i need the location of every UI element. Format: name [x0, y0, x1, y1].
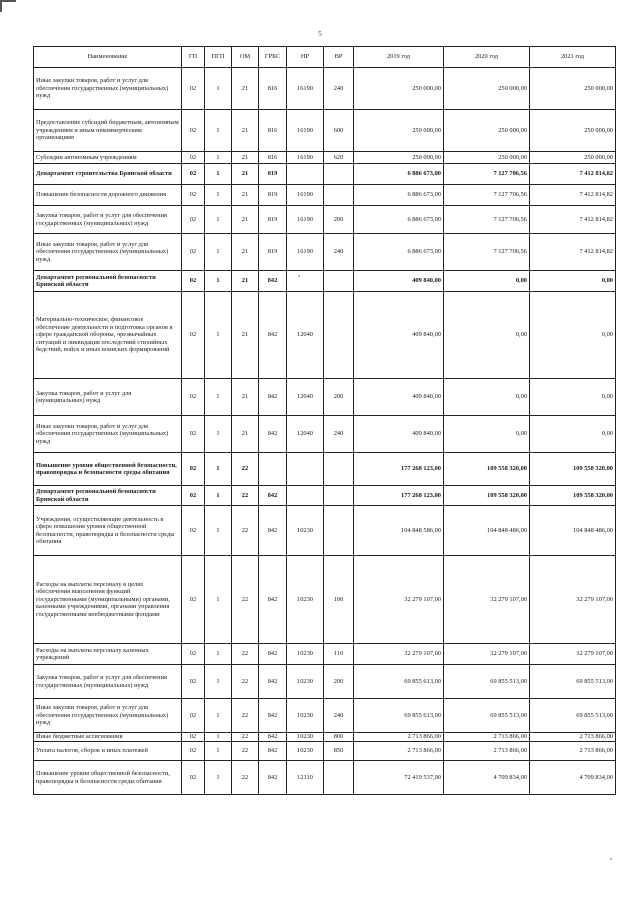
cell-y2020: 32 279 107,00 — [444, 644, 530, 665]
cell-y2020: 69 855 513,00 — [444, 665, 530, 699]
scan-dot — [610, 858, 612, 860]
cell-gp: 02 — [182, 761, 205, 795]
cell-name: Расходы на выплаты персоналу казенных учреждений — [34, 644, 182, 665]
cell-y2020: 7 127 706,56 — [444, 234, 530, 271]
table-row — [34, 453, 616, 486]
cell-name: Материально-техническое, финансовое обеспечение деятельности и подготовка органов в сфере гражданской обороны, чрезвычайных ситуаций и ликвидация последствий стихийных бедствий, войск и иных воинских формирований — [34, 292, 182, 379]
cell-grbs: 819 — [259, 164, 287, 185]
cell-gp: 02 — [182, 699, 205, 733]
cell-gp: 02 — [182, 453, 205, 486]
column-header-y2021: 2021 год — [530, 47, 616, 68]
cell-name: Расходы на выплаты персоналу в целях обеспечения выполнения функций государственными (муниципальными) органами, казенными учреждениями, органами управления государственными внебюджетными фондами — [34, 556, 182, 644]
cell-y2021: 2 713 866,00 — [530, 733, 616, 742]
cell-vr: 100 — [324, 556, 354, 644]
cell-y2021: 2 713 866,00 — [530, 742, 616, 761]
cell-y2020: 250 000,00 — [444, 152, 530, 164]
cell-pgp: 1 — [205, 416, 232, 453]
cell-gp: 02 — [182, 644, 205, 665]
cell-gp: 02 — [182, 742, 205, 761]
cell-om: 21 — [232, 164, 259, 185]
cell-name: Иные закупки товаров, работ и услуг для обеспечения государственных (муниципальных) нужд — [34, 68, 182, 110]
cell-y2021: 250 000,00 — [530, 152, 616, 164]
cell-pgp: 1 — [205, 68, 232, 110]
cell-y2020: 32 279 107,00 — [444, 556, 530, 644]
cell-gp: 02 — [182, 733, 205, 742]
cell-y2021: 109 558 320,00 — [530, 486, 616, 506]
cell-y2019: 2 713 866,00 — [354, 742, 444, 761]
table-body — [34, 68, 616, 795]
cell-y2019: 72 419 537,00 — [354, 761, 444, 795]
cell-y2020: 0,00 — [444, 379, 530, 416]
cell-grbs: 816 — [259, 110, 287, 152]
cell-vr — [324, 506, 354, 556]
table-row — [34, 665, 616, 699]
cell-name: Иные закупки товаров, работ и услуг для обеспечения государственных (муниципальных) нужд — [34, 416, 182, 453]
cell-grbs: 816 — [259, 152, 287, 164]
cell-vr — [324, 486, 354, 506]
cell-y2019: 177 268 123,00 — [354, 486, 444, 506]
table-row — [34, 416, 616, 453]
cell-nr: 12040 — [287, 292, 324, 379]
cell-nr: 10230 — [287, 665, 324, 699]
cell-y2020: 0,00 — [444, 292, 530, 379]
cell-grbs: 842 — [259, 761, 287, 795]
cell-gp: 02 — [182, 234, 205, 271]
cell-om: 21 — [232, 234, 259, 271]
cell-om: 22 — [232, 733, 259, 742]
cell-om: 21 — [232, 379, 259, 416]
cell-om: 22 — [232, 699, 259, 733]
cell-name: Иные закупки товаров, работ и услуг для обеспечения государственных (муниципальных) нужд — [34, 699, 182, 733]
cell-y2020: 0,00 — [444, 271, 530, 292]
cell-om: 22 — [232, 644, 259, 665]
cell-y2021: 109 558 320,00 — [530, 453, 616, 486]
cell-y2021: 0,00 — [530, 416, 616, 453]
cell-pgp: 1 — [205, 152, 232, 164]
cell-vr: 200 — [324, 379, 354, 416]
cell-pgp: 1 — [205, 665, 232, 699]
cell-nr: 10230 — [287, 699, 324, 733]
table-row — [34, 556, 616, 644]
cell-y2019: 409 840,00 — [354, 379, 444, 416]
cell-om: 21 — [232, 271, 259, 292]
cell-y2019: 6 886 673,00 — [354, 234, 444, 271]
cell-vr: 200 — [324, 665, 354, 699]
column-header-grbs: ГРБС — [259, 47, 287, 68]
cell-om: 21 — [232, 416, 259, 453]
cell-nr: 16190 — [287, 68, 324, 110]
cell-name: Департамент региональной безопасности Брянской области — [34, 486, 182, 506]
cell-y2020: 250 000,00 — [444, 110, 530, 152]
cell-y2019: 104 848 586,00 — [354, 506, 444, 556]
cell-om: 22 — [232, 453, 259, 486]
column-header-name: Наименование — [34, 47, 182, 68]
cell-nr: 12040 — [287, 416, 324, 453]
cell-om: 21 — [232, 206, 259, 234]
cell-y2019: 250 000,00 — [354, 68, 444, 110]
scan-dot — [298, 275, 300, 277]
cell-grbs: 819 — [259, 206, 287, 234]
table-row — [34, 733, 616, 742]
cell-grbs: 819 — [259, 234, 287, 271]
cell-nr — [287, 271, 324, 292]
cell-grbs: 842 — [259, 416, 287, 453]
cell-nr: 16190 — [287, 185, 324, 206]
cell-om: 21 — [232, 152, 259, 164]
cell-om: 22 — [232, 506, 259, 556]
cell-gp: 02 — [182, 556, 205, 644]
cell-pgp: 1 — [205, 234, 232, 271]
cell-nr: 12110 — [287, 761, 324, 795]
cell-vr — [324, 164, 354, 185]
cell-pgp: 1 — [205, 733, 232, 742]
cell-vr: 850 — [324, 742, 354, 761]
cell-pgp: 1 — [205, 379, 232, 416]
cell-grbs: 842 — [259, 699, 287, 733]
cell-name: Учреждения, осуществляющие деятельность в сфере повышения уровня общественной безопасности, правопорядка и безопасности среды обитания — [34, 506, 182, 556]
column-header-pgp: ПГП — [205, 47, 232, 68]
cell-pgp: 1 — [205, 164, 232, 185]
cell-om: 21 — [232, 68, 259, 110]
column-header-nr: НР — [287, 47, 324, 68]
table-row — [34, 292, 616, 379]
cell-y2020: 2 713 866,00 — [444, 733, 530, 742]
cell-grbs: 842 — [259, 271, 287, 292]
cell-y2019: 177 268 123,00 — [354, 453, 444, 486]
cell-y2021: 250 000,00 — [530, 110, 616, 152]
table-row — [34, 234, 616, 271]
cell-pgp: 1 — [205, 486, 232, 506]
cell-vr — [324, 185, 354, 206]
cell-grbs: 842 — [259, 742, 287, 761]
cell-name: Закупка товаров, работ и услуг для обеспечения государственных (муниципальных) нужд — [34, 206, 182, 234]
cell-grbs: 819 — [259, 185, 287, 206]
column-header-om: ОМ — [232, 47, 259, 68]
table-row — [34, 486, 616, 506]
cell-y2020: 109 558 320,00 — [444, 453, 530, 486]
cell-gp: 02 — [182, 506, 205, 556]
cell-om: 22 — [232, 486, 259, 506]
column-header-y2020: 2020 год — [444, 47, 530, 68]
table-row — [34, 164, 616, 185]
cell-name: Закупка товаров, работ и услуг для обеспечения государственных (муниципальных) нужд — [34, 665, 182, 699]
table-header — [34, 47, 616, 68]
cell-nr: 10230 — [287, 644, 324, 665]
cell-pgp: 1 — [205, 644, 232, 665]
column-header-y2019: 2019 год — [354, 47, 444, 68]
cell-y2021: 32 279 107,00 — [530, 644, 616, 665]
cell-pgp: 1 — [205, 742, 232, 761]
table-row — [34, 110, 616, 152]
cell-name: Предоставление субсидий бюджетным, автономным учреждениям и иным некоммерческим организациям — [34, 110, 182, 152]
cell-gp: 02 — [182, 379, 205, 416]
cell-grbs: 842 — [259, 556, 287, 644]
cell-gp: 02 — [182, 164, 205, 185]
budget-table — [33, 46, 616, 795]
cell-y2021: 69 855 513,00 — [530, 699, 616, 733]
cell-y2019: 69 855 613,00 — [354, 699, 444, 733]
cell-grbs: 842 — [259, 379, 287, 416]
cell-name: Иные закупки товаров, работ и услуг для обеспечения государственных (муниципальных) нужд — [34, 234, 182, 271]
cell-pgp: 1 — [205, 556, 232, 644]
cell-vr: 240 — [324, 234, 354, 271]
cell-y2021: 7 412 814,82 — [530, 234, 616, 271]
cell-grbs: 842 — [259, 506, 287, 556]
cell-y2020: 250 000,00 — [444, 68, 530, 110]
cell-gp: 02 — [182, 271, 205, 292]
cell-y2021: 250 000,00 — [530, 68, 616, 110]
cell-y2019: 6 886 673,00 — [354, 206, 444, 234]
cell-grbs — [259, 453, 287, 486]
cell-gp: 02 — [182, 486, 205, 506]
cell-vr: 240 — [324, 416, 354, 453]
cell-gp: 02 — [182, 152, 205, 164]
cell-gp: 02 — [182, 185, 205, 206]
cell-y2020: 0,00 — [444, 416, 530, 453]
cell-y2021: 32 279 107,00 — [530, 556, 616, 644]
cell-om: 22 — [232, 556, 259, 644]
cell-nr — [287, 486, 324, 506]
cell-om: 22 — [232, 742, 259, 761]
cell-name: Повышение уровня общественной безопасности, правопорядка и безопасности среды обитания — [34, 453, 182, 486]
cell-gp: 02 — [182, 206, 205, 234]
cell-nr: 10230 — [287, 506, 324, 556]
cell-y2021: 69 855 513,00 — [530, 665, 616, 699]
table-row — [34, 379, 616, 416]
cell-om: 21 — [232, 185, 259, 206]
cell-y2021: 7 412 814,82 — [530, 206, 616, 234]
cell-grbs: 842 — [259, 486, 287, 506]
cell-vr — [324, 453, 354, 486]
cell-y2019: 409 840,00 — [354, 292, 444, 379]
cell-pgp: 1 — [205, 271, 232, 292]
cell-grbs: 842 — [259, 644, 287, 665]
cell-nr: 10230 — [287, 556, 324, 644]
cell-vr: 240 — [324, 68, 354, 110]
cell-gp: 02 — [182, 292, 205, 379]
cell-y2021: 7 412 814,82 — [530, 164, 616, 185]
cell-y2019: 32 279 107,00 — [354, 556, 444, 644]
cell-y2019: 69 855 613,00 — [354, 665, 444, 699]
cell-gp: 02 — [182, 416, 205, 453]
cell-grbs: 842 — [259, 733, 287, 742]
cell-y2021: 0,00 — [530, 271, 616, 292]
cell-nr: 16190 — [287, 234, 324, 271]
table-row — [34, 761, 616, 795]
cell-name: Повышение безопасности дорожного движения — [34, 185, 182, 206]
cell-y2019: 32 279 107,00 — [354, 644, 444, 665]
cell-grbs: 842 — [259, 292, 287, 379]
cell-name: Департамент региональной безопасности Брянской области — [34, 271, 182, 292]
cell-pgp: 1 — [205, 506, 232, 556]
cell-name: Закупка товаров, работ и услуг для (муниципальных) нужд — [34, 379, 182, 416]
cell-grbs: 816 — [259, 68, 287, 110]
cell-nr — [287, 453, 324, 486]
cell-name: Повышение уровня общественной безопасности, правопорядка и безопасности среды обитания — [34, 761, 182, 795]
cell-y2020: 109 558 320,00 — [444, 486, 530, 506]
cell-y2021: 7 412 814,82 — [530, 185, 616, 206]
cell-om: 22 — [232, 761, 259, 795]
cell-y2019: 2 713 866,00 — [354, 733, 444, 742]
cell-gp: 02 — [182, 665, 205, 699]
cell-nr: 16190 — [287, 206, 324, 234]
cell-y2021: 4 709 834,00 — [530, 761, 616, 795]
cell-y2020: 69 855 513,00 — [444, 699, 530, 733]
table-row — [34, 644, 616, 665]
cell-vr: 240 — [324, 699, 354, 733]
cell-y2019: 6 886 673,00 — [354, 164, 444, 185]
table-row — [34, 699, 616, 733]
column-header-gp: ГП — [182, 47, 205, 68]
cell-vr: 200 — [324, 206, 354, 234]
cell-nr: 16190 — [287, 152, 324, 164]
header-row — [34, 47, 616, 68]
cell-vr — [324, 761, 354, 795]
cell-nr: 10230 — [287, 742, 324, 761]
scan-corner-mark — [0, 0, 16, 12]
cell-grbs: 842 — [259, 665, 287, 699]
cell-y2020: 2 713 866,00 — [444, 742, 530, 761]
cell-y2019: 6 886 673,00 — [354, 185, 444, 206]
cell-nr: 16190 — [287, 110, 324, 152]
cell-y2020: 7 127 706,56 — [444, 185, 530, 206]
cell-vr: 110 — [324, 644, 354, 665]
cell-y2021: 104 848 486,00 — [530, 506, 616, 556]
table-row — [34, 68, 616, 110]
cell-pgp: 1 — [205, 185, 232, 206]
cell-nr — [287, 164, 324, 185]
cell-y2020: 104 848 486,00 — [444, 506, 530, 556]
table-row — [34, 206, 616, 234]
cell-y2021: 0,00 — [530, 379, 616, 416]
cell-y2019: 409 840,00 — [354, 271, 444, 292]
table-row — [34, 742, 616, 761]
cell-nr: 12040 — [287, 379, 324, 416]
cell-pgp: 1 — [205, 761, 232, 795]
cell-gp: 02 — [182, 68, 205, 110]
table-row — [34, 185, 616, 206]
cell-pgp: 1 — [205, 292, 232, 379]
cell-name: Иные бюджетные ассигнования — [34, 733, 182, 742]
cell-vr — [324, 271, 354, 292]
cell-pgp: 1 — [205, 699, 232, 733]
cell-pgp: 1 — [205, 206, 232, 234]
cell-om: 21 — [232, 110, 259, 152]
table-row — [34, 152, 616, 164]
cell-om: 22 — [232, 665, 259, 699]
cell-y2019: 250 000,00 — [354, 110, 444, 152]
cell-vr: 620 — [324, 152, 354, 164]
page-number: 5 — [318, 30, 322, 38]
cell-y2021: 0,00 — [530, 292, 616, 379]
cell-y2020: 7 127 706,56 — [444, 206, 530, 234]
cell-gp: 02 — [182, 110, 205, 152]
cell-pgp: 1 — [205, 110, 232, 152]
cell-vr — [324, 292, 354, 379]
cell-y2019: 250 000,00 — [354, 152, 444, 164]
cell-y2020: 4 709 834,00 — [444, 761, 530, 795]
cell-y2020: 7 127 706,56 — [444, 164, 530, 185]
cell-vr: 800 — [324, 733, 354, 742]
cell-y2019: 409 840,00 — [354, 416, 444, 453]
cell-name: Уплата налогов, сборов и иных платежей — [34, 742, 182, 761]
cell-vr: 600 — [324, 110, 354, 152]
column-header-vr: ВР — [324, 47, 354, 68]
table-row — [34, 271, 616, 292]
cell-name: Субсидии автономным учреждениям — [34, 152, 182, 164]
table-row — [34, 506, 616, 556]
cell-nr: 10230 — [287, 733, 324, 742]
cell-name: Департамент строительства Брянской области — [34, 164, 182, 185]
cell-om: 21 — [232, 292, 259, 379]
cell-pgp: 1 — [205, 453, 232, 486]
